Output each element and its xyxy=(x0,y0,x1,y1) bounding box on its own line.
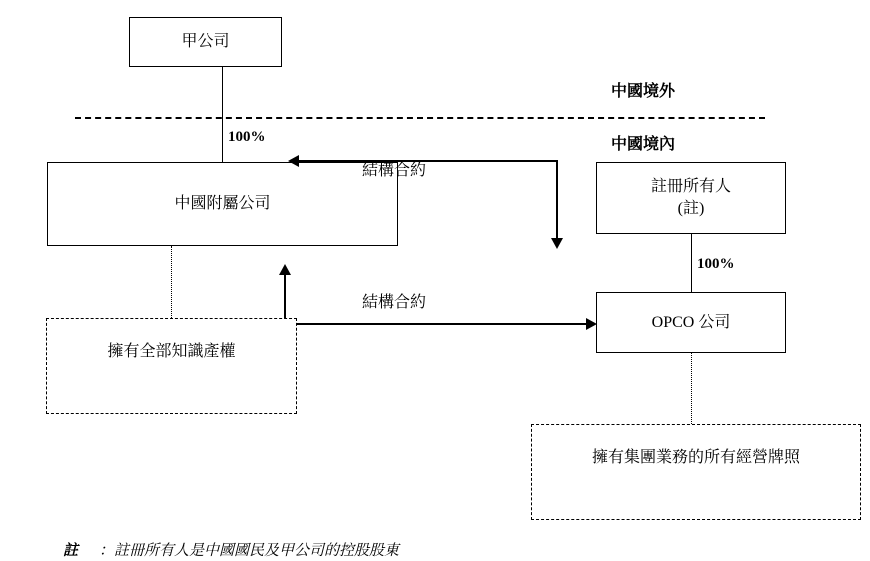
contract-bottom-vertical xyxy=(284,275,286,324)
contract-bottom-arrowhead xyxy=(586,318,597,330)
label-onshore: 中國境內 xyxy=(611,136,676,153)
box-registered-owner xyxy=(596,162,786,234)
label-offshore: 中國境外 xyxy=(611,83,676,100)
box-opco-label: OPCO 公司 xyxy=(651,313,731,331)
contract-bottom-arrowhead-up xyxy=(279,264,291,275)
box-china-subsidiary-label: 中國附屬公司 xyxy=(174,195,271,213)
connector-parent-to-subsidiary xyxy=(222,67,223,162)
footnote-text: ：註冊所有人是中國國民及甲公司的控股股東 xyxy=(99,543,400,559)
label-parent-ownership-percent: 100% xyxy=(228,129,266,145)
box-parent-company-label: 甲公司 xyxy=(181,33,230,51)
contract-top-vertical xyxy=(556,160,558,240)
box-ip-note-label: 擁有全部知識產權 xyxy=(107,343,236,360)
contract-top-arrowhead-down xyxy=(551,238,563,249)
label-contract-bottom: 結構合約 xyxy=(362,294,427,311)
divider-china-border xyxy=(75,117,765,119)
connector-opco-to-license-note xyxy=(691,353,692,424)
contract-top-horizontal xyxy=(298,160,556,162)
label-owner-ownership-percent: 100% xyxy=(697,256,735,272)
box-china-subsidiary xyxy=(47,162,398,246)
box-license-note xyxy=(531,424,861,520)
box-registered-owner-note: (註) xyxy=(677,200,705,217)
contract-top-arrowhead xyxy=(288,155,299,167)
label-contract-top: 結構合約 xyxy=(362,162,427,179)
box-license-note-label: 擁有集團業務的所有經營牌照 xyxy=(591,449,800,466)
box-ip-note xyxy=(46,318,297,414)
box-parent-company xyxy=(129,17,282,67)
connector-subsidiary-to-ip-note xyxy=(171,246,172,318)
footnote-mark: 註 xyxy=(63,543,79,559)
box-opco xyxy=(596,292,786,353)
connector-owner-to-opco xyxy=(691,234,692,292)
box-registered-owner-label: 註冊所有人 xyxy=(650,178,731,196)
contract-bottom-horizontal xyxy=(284,323,587,325)
